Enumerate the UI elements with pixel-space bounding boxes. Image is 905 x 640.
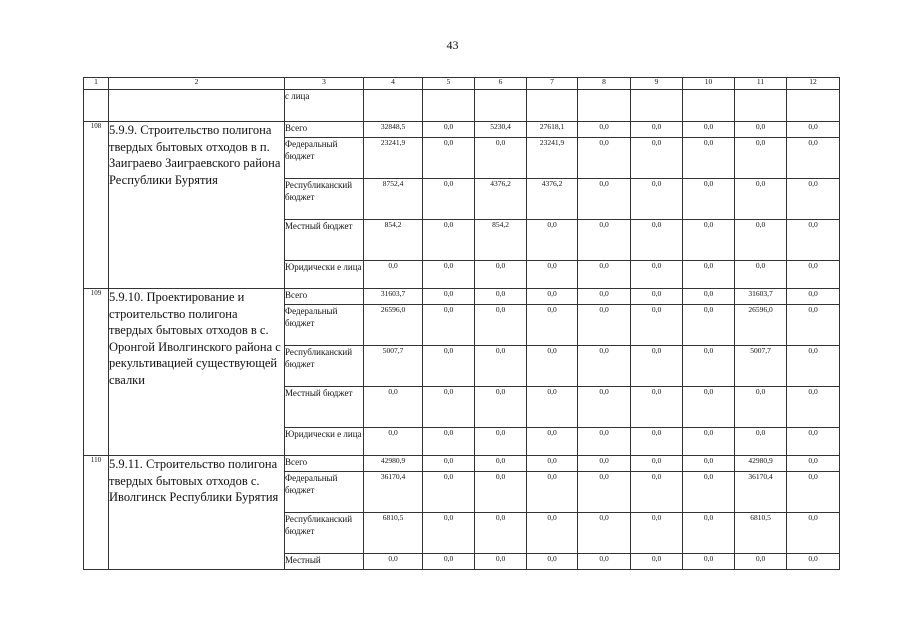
amount-cell: 0,0: [578, 289, 631, 305]
amount-cell: 0,0: [787, 428, 840, 456]
amount-cell: 42980,9: [364, 456, 423, 472]
page-number: 43: [446, 38, 459, 52]
funding-source: Федеральный бюджет: [285, 305, 364, 346]
funding-source: Республиканский бюджет: [285, 179, 364, 220]
amount-cell: 0,0: [423, 261, 475, 289]
amount-cell: 0,0: [735, 220, 787, 261]
amount-cell: 0,0: [735, 138, 787, 179]
amount-cell: 26596,0: [735, 305, 787, 346]
funding-source: Всего: [285, 122, 364, 138]
measure-title: 5.9.9. Строительство полигона твердых бытовых отходов в п. Заиграево Заиграевского района Республики Бурятия: [109, 122, 285, 289]
amount-cell: 0,0: [364, 428, 423, 456]
amount-cell: 0,0: [578, 346, 631, 387]
amount-cell: 0,0: [423, 472, 475, 513]
amount-cell: 31603,7: [364, 289, 423, 305]
amount-cell: 0,0: [423, 346, 475, 387]
amount-cell: 0,0: [631, 346, 683, 387]
amount-cell: 0,0: [578, 122, 631, 138]
amount-cell: 0,0: [578, 261, 631, 289]
amount-cell: 0,0: [631, 179, 683, 220]
amount-cell: 0,0: [475, 554, 527, 570]
amount-cell: 0,0: [631, 554, 683, 570]
empty-cell: [364, 90, 423, 122]
amount-cell: 0,0: [578, 456, 631, 472]
amount-cell: 27618,1: [527, 122, 578, 138]
column-number-row: [84, 78, 840, 90]
amount-cell: 854,2: [475, 220, 527, 261]
amount-cell: 6810,5: [735, 513, 787, 554]
amount-cell: 0,0: [631, 472, 683, 513]
amount-cell: 0,0: [475, 428, 527, 456]
column-header: 12: [787, 78, 840, 90]
amount-cell: 0,0: [787, 513, 840, 554]
amount-cell: 0,0: [631, 456, 683, 472]
amount-cell: 0,0: [475, 387, 527, 428]
empty-cell: [683, 90, 735, 122]
amount-cell: 0,0: [787, 305, 840, 346]
budget-table: [83, 77, 840, 570]
amount-cell: 0,0: [364, 261, 423, 289]
amount-cell: 0,0: [683, 179, 735, 220]
amount-cell: 0,0: [527, 261, 578, 289]
empty-cell: [475, 90, 527, 122]
amount-cell: 0,0: [423, 456, 475, 472]
amount-cell: 36170,4: [364, 472, 423, 513]
row-number: 109: [84, 289, 109, 456]
column-header: 9: [631, 78, 683, 90]
amount-cell: 0,0: [787, 261, 840, 289]
amount-cell: 0,0: [423, 179, 475, 220]
amount-cell: 0,0: [631, 305, 683, 346]
amount-cell: 0,0: [787, 346, 840, 387]
empty-cell: [84, 90, 109, 122]
amount-cell: 0,0: [735, 428, 787, 456]
amount-cell: 5230,4: [475, 122, 527, 138]
amount-cell: 0,0: [423, 220, 475, 261]
amount-cell: 0,0: [631, 261, 683, 289]
amount-cell: 0,0: [578, 138, 631, 179]
amount-cell: 0,0: [683, 513, 735, 554]
amount-cell: 0,0: [527, 472, 578, 513]
amount-cell: 8752,4: [364, 179, 423, 220]
row-number: 110: [84, 456, 109, 570]
amount-cell: 0,0: [683, 261, 735, 289]
measure-title: 5.9.11. Строительство полигона твердых бытовых отходов с. Иволгинск Республики Бурятия: [109, 456, 285, 570]
amount-cell: 0,0: [364, 554, 423, 570]
funding-source: Республиканский бюджет: [285, 346, 364, 387]
measure-title: 5.9.10. Проектирование и строительство полигона твердых бытовых отходов в с. Оронгой Иволгинского района с рекультивацией существующей свалки: [109, 289, 285, 456]
amount-cell: 0,0: [683, 428, 735, 456]
amount-cell: 4376,2: [527, 179, 578, 220]
amount-cell: 0,0: [787, 289, 840, 305]
amount-cell: 0,0: [578, 428, 631, 456]
amount-cell: 0,0: [683, 305, 735, 346]
amount-cell: 0,0: [683, 346, 735, 387]
table-row: [84, 122, 840, 138]
amount-cell: 0,0: [631, 387, 683, 428]
amount-cell: 31603,7: [735, 289, 787, 305]
amount-cell: 0,0: [364, 387, 423, 428]
amount-cell: 0,0: [527, 387, 578, 428]
amount-cell: 0,0: [683, 122, 735, 138]
amount-cell: 0,0: [735, 179, 787, 220]
amount-cell: 0,0: [787, 456, 840, 472]
funding-source: Федеральный бюджет: [285, 138, 364, 179]
amount-cell: 23241,9: [364, 138, 423, 179]
funding-source: Местный бюджет: [285, 220, 364, 261]
amount-cell: 854,2: [364, 220, 423, 261]
amount-cell: 0,0: [527, 554, 578, 570]
amount-cell: 0,0: [683, 138, 735, 179]
empty-cell: [735, 90, 787, 122]
amount-cell: 6810,5: [364, 513, 423, 554]
amount-cell: 0,0: [527, 305, 578, 346]
amount-cell: 0,0: [735, 387, 787, 428]
amount-cell: 0,0: [475, 289, 527, 305]
carryover-row: [84, 90, 840, 122]
column-header: 8: [578, 78, 631, 90]
table-row: [84, 289, 840, 305]
amount-cell: 36170,4: [735, 472, 787, 513]
column-header: 6: [475, 78, 527, 90]
amount-cell: 32848,5: [364, 122, 423, 138]
amount-cell: 0,0: [683, 456, 735, 472]
amount-cell: 0,0: [735, 261, 787, 289]
amount-cell: 0,0: [423, 428, 475, 456]
amount-cell: 4376,2: [475, 179, 527, 220]
amount-cell: 0,0: [527, 456, 578, 472]
amount-cell: 0,0: [787, 387, 840, 428]
funding-source: Всего: [285, 456, 364, 472]
amount-cell: 0,0: [527, 513, 578, 554]
empty-cell: [787, 90, 840, 122]
amount-cell: 0,0: [527, 428, 578, 456]
amount-cell: 0,0: [527, 220, 578, 261]
amount-cell: 0,0: [787, 138, 840, 179]
amount-cell: 0,0: [631, 289, 683, 305]
amount-cell: 5007,7: [364, 346, 423, 387]
amount-cell: 0,0: [475, 456, 527, 472]
funding-source: с лица: [285, 90, 364, 122]
column-header: 5: [423, 78, 475, 90]
amount-cell: 0,0: [423, 122, 475, 138]
amount-cell: 5007,7: [735, 346, 787, 387]
amount-cell: 0,0: [423, 513, 475, 554]
column-header: 11: [735, 78, 787, 90]
amount-cell: 0,0: [683, 554, 735, 570]
amount-cell: 0,0: [527, 289, 578, 305]
amount-cell: 0,0: [423, 387, 475, 428]
empty-cell: [578, 90, 631, 122]
amount-cell: 0,0: [787, 220, 840, 261]
amount-cell: 0,0: [578, 513, 631, 554]
amount-cell: 0,0: [735, 554, 787, 570]
amount-cell: 42980,9: [735, 456, 787, 472]
amount-cell: 0,0: [475, 472, 527, 513]
amount-cell: 0,0: [631, 122, 683, 138]
amount-cell: 0,0: [631, 220, 683, 261]
empty-cell: [109, 90, 285, 122]
funding-source: Местный бюджет: [285, 387, 364, 428]
amount-cell: 0,0: [683, 387, 735, 428]
amount-cell: 0,0: [787, 122, 840, 138]
amount-cell: 0,0: [735, 122, 787, 138]
amount-cell: 0,0: [683, 220, 735, 261]
funding-source: Юридически е лица: [285, 428, 364, 456]
amount-cell: 0,0: [683, 472, 735, 513]
amount-cell: 0,0: [527, 346, 578, 387]
amount-cell: 0,0: [578, 387, 631, 428]
amount-cell: 0,0: [475, 513, 527, 554]
amount-cell: 0,0: [578, 179, 631, 220]
funding-source: Всего: [285, 289, 364, 305]
amount-cell: 0,0: [423, 554, 475, 570]
funding-source: Федеральный бюджет: [285, 472, 364, 513]
column-header: 10: [683, 78, 735, 90]
funding-source: Республиканский бюджет: [285, 513, 364, 554]
amount-cell: 0,0: [631, 138, 683, 179]
amount-cell: 0,0: [787, 472, 840, 513]
column-header: 7: [527, 78, 578, 90]
empty-cell: [527, 90, 578, 122]
amount-cell: 0,0: [475, 261, 527, 289]
empty-cell: [631, 90, 683, 122]
amount-cell: 0,0: [423, 289, 475, 305]
amount-cell: 0,0: [578, 305, 631, 346]
amount-cell: 0,0: [631, 513, 683, 554]
amount-cell: 0,0: [787, 179, 840, 220]
amount-cell: 0,0: [631, 428, 683, 456]
amount-cell: 0,0: [578, 554, 631, 570]
amount-cell: 0,0: [423, 305, 475, 346]
empty-cell: [423, 90, 475, 122]
amount-cell: 26596,0: [364, 305, 423, 346]
amount-cell: 0,0: [423, 138, 475, 179]
funding-source: Юридически е лица: [285, 261, 364, 289]
amount-cell: 0,0: [475, 305, 527, 346]
column-header: 4: [364, 78, 423, 90]
table-row: [84, 456, 840, 472]
row-number: 108: [84, 122, 109, 289]
amount-cell: 0,0: [578, 472, 631, 513]
funding-source: Местный: [285, 554, 364, 570]
amount-cell: 23241,9: [527, 138, 578, 179]
column-header: 3: [285, 78, 364, 90]
amount-cell: 0,0: [475, 346, 527, 387]
amount-cell: 0,0: [683, 289, 735, 305]
amount-cell: 0,0: [475, 138, 527, 179]
amount-cell: 0,0: [578, 220, 631, 261]
column-header: 2: [109, 78, 285, 90]
column-header: 1: [84, 78, 109, 90]
amount-cell: 0,0: [787, 554, 840, 570]
